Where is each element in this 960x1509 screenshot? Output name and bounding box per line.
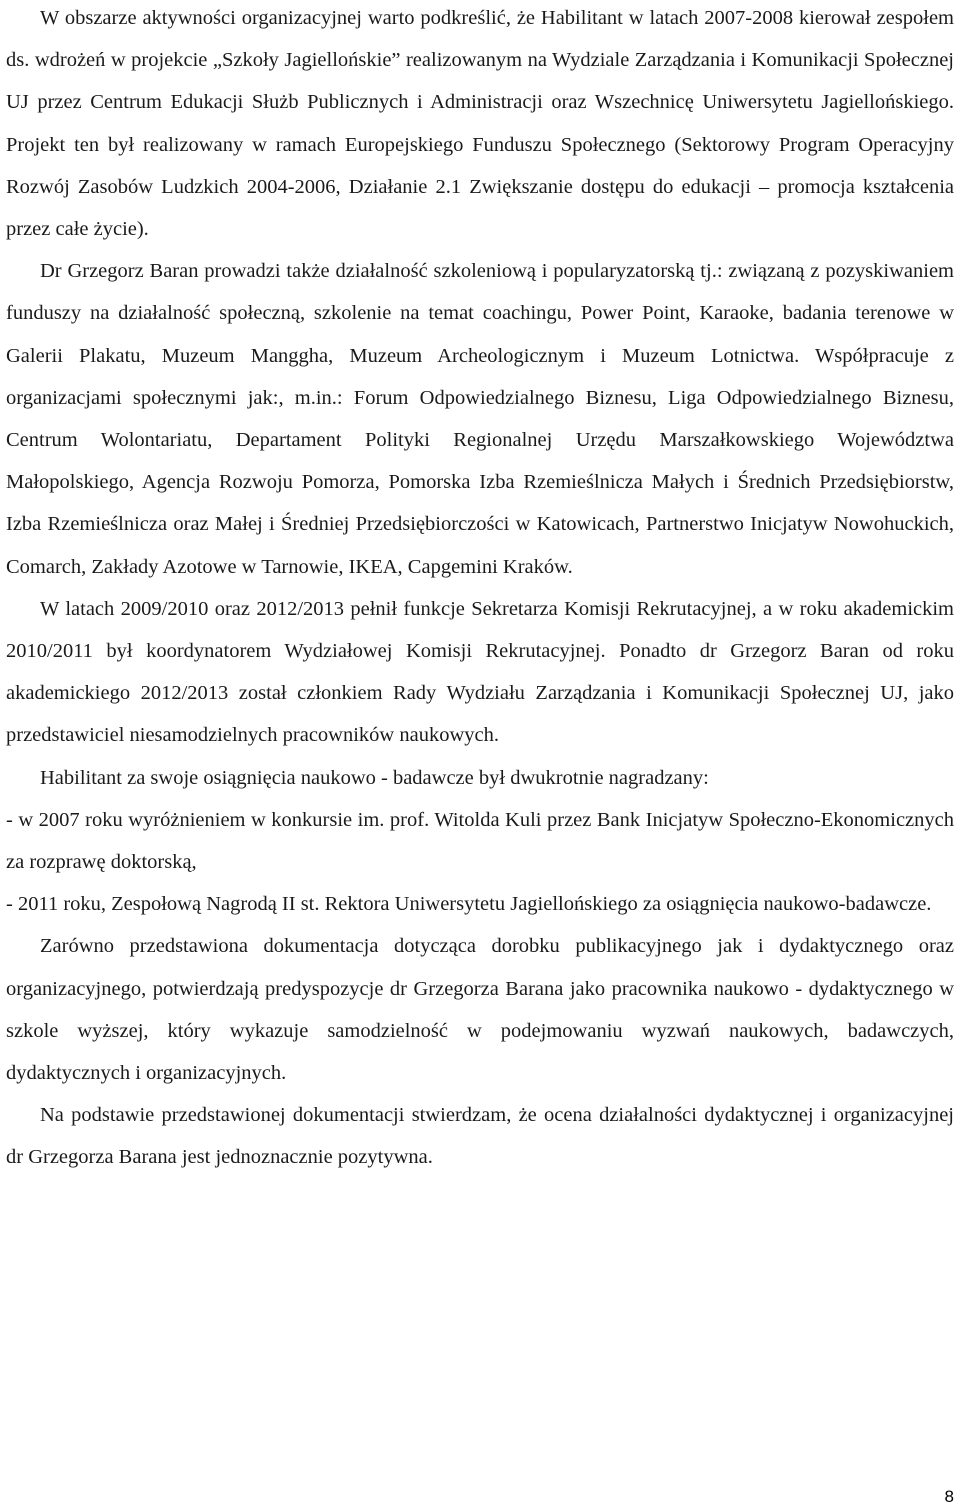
paragraph-awards-intro: Habilitant za swoje osiągnięcia naukowo - badawcze był dwukrotnie nagradzany: <box>40 766 709 789</box>
paragraph-organizational-activity: W obszarze aktywności organizacyjnej warto podkreślić, że Habilitant w latach 2007-2008 kierował zespołem ds. wdrożeń w projekcie „Szkoły Jagiellońskie” realizowanym na Wydziale Zarządzania i Komunikacji Społecznej UJ przez Centrum Edukacji Służb Publicznych i Administracji oraz Wszechnicę Uniwersytetu Jagiellońskiego. Projekt ten był realizowany w ramach Europejskiego Funduszu Społecznego (Sektorowy Program Operacyjny Rozwój Zasobów Ludzkich 2004-2006, Działanie 2.1 Zwiększanie dostępu do edukacji – promocja kształcenia przez całe życie). <box>6 7 954 241</box>
paragraph-conclusion: Na podstawie przedstawionej dokumentacji stwierdzam, że ocena działalności dydaktycznej i organizacyjnej dr Grzegorza Barana jest jednoznacznie pozytywna. <box>6 1104 954 1169</box>
document-page <box>6 0 954 1179</box>
list-item-award-2007: - w 2007 roku wyróżnieniem w konkursie im. prof. Witolda Kuli przez Bank Inicjatyw Społeczno-Ekonomicznych za rozprawę doktorską, <box>6 808 954 874</box>
paragraph-recruitment-committee: W latach 2009/2010 oraz 2012/2013 pełnił funkcje Sekretarza Komisji Rekrutacyjnej, a w roku akademickim 2010/2011 był koordynatorem Wydziałowej Komisji Rekrutacyjnej. Ponadto dr Grzegorz Baran od roku akademickiego 2012/2013 został członkiem Rady Wydziału Zarządzania i Komunikacji Społecznej UJ, jako przedstawiciel niesamodzielnych pracowników naukowych. <box>6 597 954 747</box>
list-item-award-2011: - 2011 roku, Zespołową Nagrodą II st. Rektora Uniwersytetu Jagiellońskiego za osiągnięcia naukowo-badawcze. <box>6 893 932 916</box>
page-number: 8 <box>944 1487 954 1506</box>
paragraph-summary: Zarówno przedstawiona dokumentacja dotycząca dorobku publikacyjnego jak i dydaktycznego oraz organizacyjnego, potwierdzają predyspozycje dr Grzegorza Barana jako pracownika naukowo - dydaktycznego w szkole wyższej, który wykazuje samodzielność w podejmowaniu wyzwań naukowych, badawczych, dydaktycznych i organizacyjnych. <box>6 935 954 1085</box>
paragraph-training-activity: Dr Grzegorz Baran prowadzi także działalność szkoleniową i popularyzatorską tj.: związaną z pozyskiwaniem funduszy na działalność społeczną, szkolenie na temat coachingu, Power Point, Karaoke, badania terenowe w Galerii Plakatu, Muzeum Manggha, Muzeum Archeologicznym i Muzeum Lotnictwa. Współpracuje z organizacjami społecznymi jak:, m.in.: Forum Odpowiedzialnego Biznesu, Liga Odpowiedzialnego Biznesu, Centrum Wolontariatu, Departament Polityki Regionalnej Urzędu Marszałkowskiego Województwa Małopolskiego, Agencja Rozwoju Pomorza, Pomorska Izba Rzemieślnicza Małych i Średnich Przedsiębiorstw, Izba Rzemieślnicza oraz Małej i Średniej Przedsiębiorczości w Katowicach, Partnerstwo Inicjatyw Nowohuckich, Comarch, Zakłady Azotowe w Tarnowie, IKEA, Capgemini Kraków. <box>6 260 954 578</box>
